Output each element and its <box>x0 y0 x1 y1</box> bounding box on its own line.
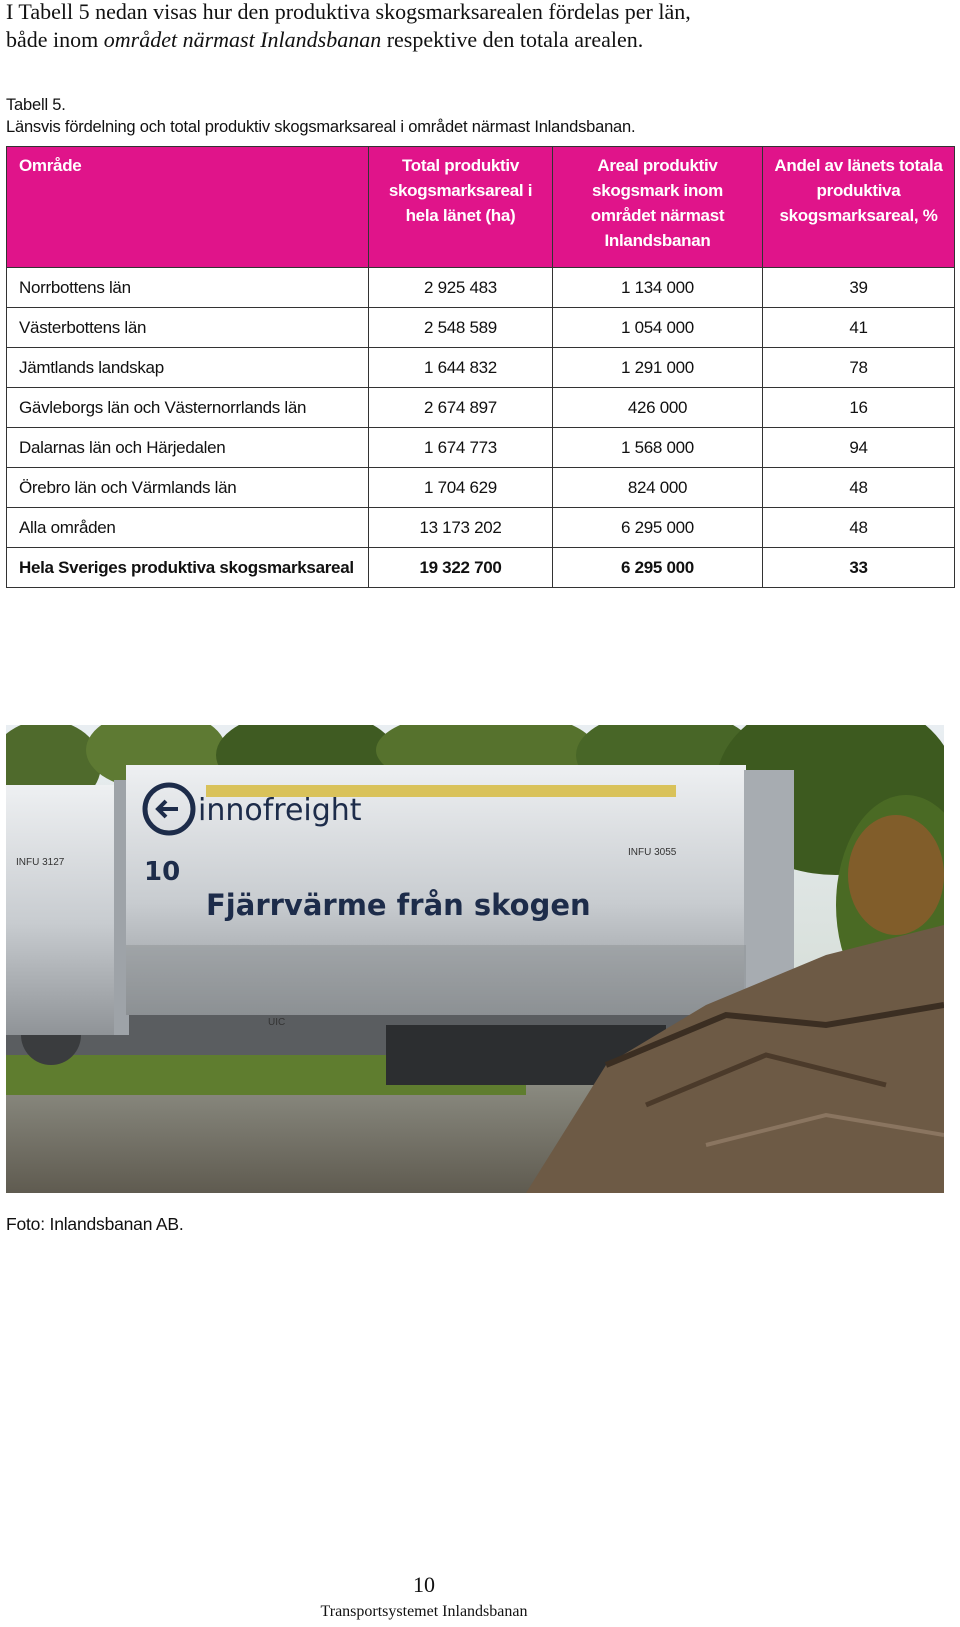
cell-total: 1 674 773 <box>369 428 553 468</box>
cell-total: 2 925 483 <box>369 268 553 308</box>
table-header-row <box>7 147 955 268</box>
cell-share: 94 <box>763 428 955 468</box>
cell-total: 13 173 202 <box>369 508 553 548</box>
cell-near: 1 134 000 <box>553 268 763 308</box>
cell-share: 48 <box>763 468 955 508</box>
container-main <box>126 765 794 1028</box>
cell-near: 6 295 000 <box>553 508 763 548</box>
cell-near: 1 291 000 <box>553 348 763 388</box>
cell-near: 1 054 000 <box>553 308 763 348</box>
logo-text: innofreight <box>198 793 362 828</box>
cell-area: Dalarnas län och Härjedalen <box>7 428 369 468</box>
table-row <box>7 388 955 428</box>
cell-area: Gävleborgs län och Västernorrlands län <box>7 388 369 428</box>
cell-total: 19 322 700 <box>369 548 553 588</box>
table-row <box>7 348 955 388</box>
cell-near: 426 000 <box>553 388 763 428</box>
cell-share: 33 <box>763 548 955 588</box>
intro-line-1: I Tabell 5 nedan visas hur den produktiva skogsmarksarealen fördelas per län, <box>6 0 691 24</box>
table-row <box>7 428 955 468</box>
photo-illustration <box>6 725 944 1193</box>
cell-area: Alla områden <box>7 508 369 548</box>
cell-share: 16 <box>763 388 955 428</box>
cell-near: 1 568 000 <box>553 428 763 468</box>
cell-share: 78 <box>763 348 955 388</box>
table-label: Tabell 5. <box>6 96 66 114</box>
footer-title: Transportsystemet Inlandsbanan <box>320 1603 528 1620</box>
cell-area: Jämtlands landskap <box>7 348 369 388</box>
cell-total: 1 644 832 <box>369 348 553 388</box>
cell-area: Hela Sveriges produktiva skogsmarksareal <box>7 548 369 588</box>
container-left <box>6 780 129 1035</box>
cell-share: 39 <box>763 268 955 308</box>
cell-near: 6 295 000 <box>553 548 763 588</box>
id-left: INFU 3127 <box>16 857 65 868</box>
header-area: Område <box>7 147 369 268</box>
table-row <box>7 268 955 308</box>
cell-total: 1 704 629 <box>369 468 553 508</box>
cell-total: 2 548 589 <box>369 308 553 348</box>
header-total: Total produktiv skogsmarksareal i hela länet (ha) <box>369 147 553 268</box>
cell-near: 824 000 <box>553 468 763 508</box>
intro-text-b: respektive den totala arealen. <box>381 27 644 52</box>
cell-area: Västerbottens län <box>7 308 369 348</box>
table-row <box>7 468 955 508</box>
header-near: Areal produktiv skogsmark inom området närmast Inlandsbanan <box>553 147 763 268</box>
intro-emphasis: området närmast Inlandsbanan <box>103 27 382 52</box>
intro-line-2 <box>6 26 936 54</box>
uic-text: UIC <box>268 1017 286 1028</box>
id-right: INFU 3055 <box>628 847 677 858</box>
photo-credit: Foto: Inlandsbanan AB. <box>6 1214 184 1234</box>
page-number: 10 <box>413 1572 435 1597</box>
forest-area-table <box>6 146 955 588</box>
table-row <box>7 308 955 348</box>
table-total-row <box>7 548 955 588</box>
header-share: Andel av länets totala produktiva skogsmarksareal, % <box>763 147 955 268</box>
cell-area: Norrbottens län <box>7 268 369 308</box>
table-caption <box>6 94 936 138</box>
cell-total: 2 674 897 <box>369 388 553 428</box>
freight-train-photo <box>6 725 944 1193</box>
container-slogan: Fjärrvärme från skogen <box>206 888 591 922</box>
intro-text-a: både inom <box>6 27 104 52</box>
table-row <box>7 508 955 548</box>
cell-share: 41 <box>763 308 955 348</box>
intro-paragraph <box>6 0 936 54</box>
cell-area: Örebro län och Värmlands län <box>7 468 369 508</box>
container-number: 10 <box>144 857 181 887</box>
cell-share: 48 <box>763 508 955 548</box>
table-caption-text: Länsvis fördelning och total produktiv skogsmarksareal i området närmast Inlandsbanan. <box>6 118 636 136</box>
